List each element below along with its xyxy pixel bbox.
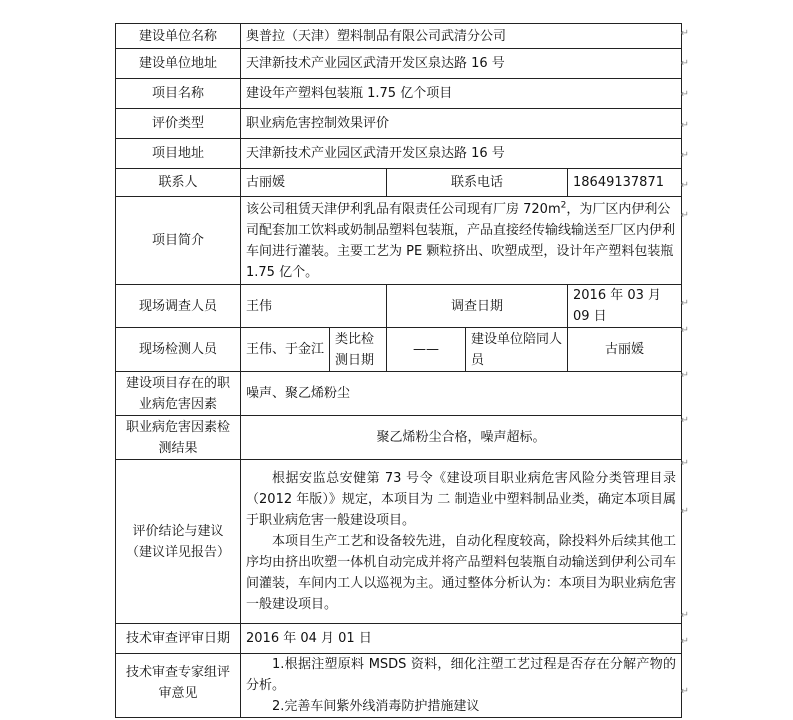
project-address-value: 天津新技术产业园区武清开发区泉达路 16 号 [241, 139, 682, 169]
row-survey [116, 285, 682, 328]
row-project-name [116, 79, 682, 109]
summary-label: 项目简介 [116, 197, 241, 285]
conclusion-paragraph-2: 本项目生产工艺和设备较先进，自动化程度较高，除投料外后续其他工序均由挤出吹塑一体机自动完成并将产品塑料包装瓶自动输送到伊利公司车间灌装，车间内工人以巡视为主。通过整体分析认为：本项目为职业病危害一般建设项目。 [246, 534, 676, 612]
phone-value: 18649137871 [568, 169, 682, 197]
accompany-value: 古丽媛 [568, 328, 682, 372]
review-date-label: 技术审查评审日期 [116, 624, 241, 654]
conclusion-label: 评价结论与建议（建议详见报告） [116, 460, 241, 624]
return-mark-icon: ↵ [680, 298, 689, 309]
return-mark-icon: ↵ [680, 458, 689, 469]
return-mark-icon: ↵ [680, 506, 689, 517]
return-mark-icon: ↵ [680, 636, 689, 647]
row-review-date [116, 624, 682, 654]
return-mark-icon: ↵ [680, 370, 689, 381]
project-address-label: 项目地址 [116, 139, 241, 169]
project-name-label: 项目名称 [116, 79, 241, 109]
survey-date-label: 调查日期 [387, 285, 568, 328]
test-person-value: 王伟、于金江 [241, 328, 330, 372]
survey-date-value: 2016 年 03 月 09 日 [568, 285, 682, 328]
analog-date-label: 类比检测日期 [330, 328, 387, 372]
review-opinion-value [241, 654, 682, 718]
return-mark-icon: ↵ [680, 150, 689, 161]
row-eval-type [116, 109, 682, 139]
review-date-value: 2016 年 04 月 01 日 [241, 624, 682, 654]
row-summary [116, 197, 682, 285]
return-mark-icon: ↵ [680, 28, 689, 39]
row-testing [116, 328, 682, 372]
row-hazards [116, 372, 682, 416]
results-label: 职业病危害因素检测结果 [116, 416, 241, 460]
summary-text-1: 该公司租赁天津伊利乳品有限责任公司现有厂房 720m [246, 201, 561, 217]
summary-superscript: 2 [560, 200, 567, 211]
return-mark-icon: ↵ [680, 58, 689, 69]
row-review-opinion [116, 654, 682, 718]
conclusion-value [241, 460, 682, 624]
contact-label: 联系人 [116, 169, 241, 197]
review-opinion-label: 技术审查专家组评审意见 [116, 654, 241, 718]
eval-type-value: 职业病危害控制效果评价 [241, 109, 682, 139]
unit-address-label: 建设单位地址 [116, 49, 241, 79]
row-results [116, 416, 682, 460]
survey-person-label: 现场调查人员 [116, 285, 241, 328]
return-mark-icon: ↵ [680, 686, 689, 697]
project-info-table [115, 23, 682, 718]
return-mark-icon: ↵ [680, 325, 689, 336]
conclusion-paragraph-1: 根据安监总安健第 73 号令《建设项目职业病危害风险分类管理目录（2012 年版）》规定，本项目为 二 制造业中塑料制品业类，确定本项目属于职业病危害一般建设项目。 [246, 471, 676, 528]
row-project-address [116, 139, 682, 169]
summary-value [241, 197, 682, 285]
review-opinion-item-1: 1.根据注塑原料 MSDS 资料，细化注塑工艺过程是否存在分解产物的分析。 [246, 657, 676, 693]
summary-text-2: ，为厂区内伊利公司配套加工饮料或奶制品塑料包装瓶，产品直接经传输线输送至厂区内伊利车间进行灌装。主要工艺为 PE 颗粒挤出、吹塑成型，设计年产塑料包装瓶 1.75 亿个。 [246, 201, 676, 280]
survey-person-value: 王伟 [241, 285, 387, 328]
row-contact [116, 169, 682, 197]
phone-label: 联系电话 [387, 169, 568, 197]
unit-name-label: 建设单位名称 [116, 24, 241, 49]
contact-value: 古丽媛 [241, 169, 387, 197]
return-mark-icon: ↵ [680, 180, 689, 191]
hazards-value: 噪声、聚乙烯粉尘 [241, 372, 682, 416]
row-conclusion [116, 460, 682, 624]
return-mark-icon: ↵ [680, 610, 689, 621]
return-mark-icon: ↵ [680, 210, 689, 221]
unit-name-value: 奥普拉（天津）塑料制品有限公司武清分公司 [241, 24, 682, 49]
row-unit-address [116, 49, 682, 79]
return-mark-icon: ↵ [680, 415, 689, 426]
review-opinion-item-2: 2.完善车间紫外线消毒防护措施建议 [272, 699, 480, 714]
hazards-label: 建设项目存在的职业病危害因素 [116, 372, 241, 416]
return-mark-icon: ↵ [680, 89, 689, 100]
test-person-label: 现场检测人员 [116, 328, 241, 372]
analog-date-value: —— [387, 328, 466, 372]
unit-address-value: 天津新技术产业园区武清开发区泉达路 16 号 [241, 49, 682, 79]
project-name-value: 建设年产塑料包装瓶 1.75 亿个项目 [241, 79, 682, 109]
eval-type-label: 评价类型 [116, 109, 241, 139]
results-value: 聚乙烯粉尘合格，噪声超标。 [241, 416, 682, 460]
accompany-label: 建设单位陪同人员 [466, 328, 568, 372]
return-mark-icon: ↵ [680, 120, 689, 131]
row-unit-name [116, 24, 682, 49]
